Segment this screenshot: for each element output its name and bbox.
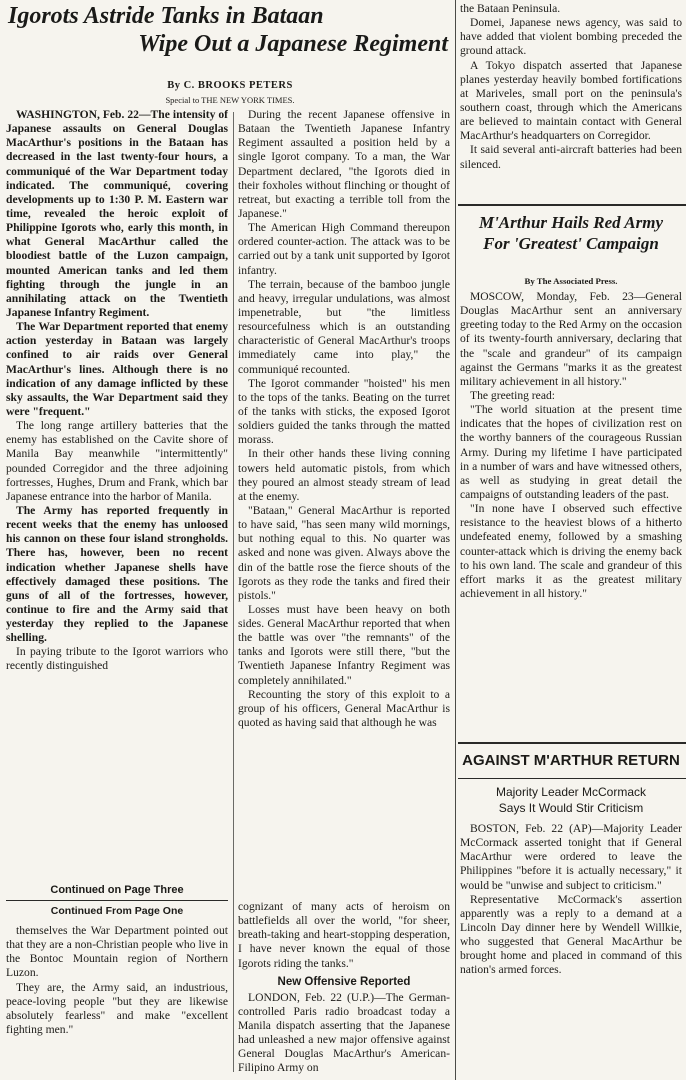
return-subhead xyxy=(458,784,684,816)
main-headline xyxy=(2,2,450,58)
paragraph: Representative McCormack's assertion apparently was a reply to a demand at a Lincoln Day dinner here by Wendell Willkie, who suggested that General MacArthur be brought home and placed in command of this nation's armed forces. xyxy=(460,892,682,977)
main-column-2-continued xyxy=(238,900,450,1080)
divider xyxy=(6,900,228,901)
paragraph: LONDON, Feb. 22 (U.P.)—The German-controlled Paris radio broadcast today a Manila dispatch asserting that the Japanese had unleashed a new major offensive against General Douglas MacArthur's American-Filipino Army on xyxy=(238,990,450,1075)
paragraph: The terrain, because of the bamboo jungle and heavy, irregular undulations, was almost impenetrable, but "the limitless resourcefulness which is an outstanding characteristic of General MacArthur's troops immediately came into play," the communiqué recounted. xyxy=(238,277,450,376)
return-subhead-line2: Says It Would Stir Criticism xyxy=(498,801,644,815)
right-column-top xyxy=(460,2,682,202)
main-column-1-continued xyxy=(6,924,228,1080)
continued-from-page-one: Continued From Page One xyxy=(50,905,184,917)
main-headline-line1: Igorots Astride Tanks in Bataan xyxy=(8,3,324,29)
continued-on-page-three: Continued on Page Three xyxy=(50,884,184,896)
redarmy-headline-line2: For 'Greatest' Campaign xyxy=(483,234,659,253)
paragraph: The long range artillery batteries that the enemy has established on the Cavite shore of Manila Bay meanwhile "intermittently" pounded Corregidor and the three adjoining fortresses, Hughes, Drum and Frank, which bar Japanese entrance into the harbor of Manila. xyxy=(6,419,228,503)
paragraph: the Bataan Peninsula. xyxy=(460,2,561,15)
offensive-subhead: New Offensive Reported xyxy=(277,975,411,988)
byline: By C. BROOKS PETERS xyxy=(167,80,293,91)
main-headline-line2: Wipe Out a Japanese Regiment xyxy=(138,31,448,57)
paragraph: "Bataan," General MacArthur is reported to have said, "has seen many wild mornings, but nothing equal to this. No quarter was asked and none was given. Always above the din of the battle rose the fierce shouts of the Igorots as they rode the tanks and fired their pistols." xyxy=(238,503,450,602)
paragraph: Losses must have been heavy on both sides. General MacArthur reported that when the battle was over "the remnants" of the tanks and Igorots were still there, "but the Twentieth Japanese Infantry Regiment was completely annihilated." xyxy=(238,602,450,687)
divider xyxy=(458,778,686,779)
redarmy-body xyxy=(460,290,682,738)
paragraph: It said several anti-aircraft batteries had been silenced. xyxy=(460,143,682,171)
paragraph: MOSCOW, Monday, Feb. 23—General Douglas MacArthur sent an anniversary greeting today to the Red Army on the occasion of its twenty-fourth anniversary, declaring that the "scale and grandeur" of its campaign against the Germans "marks it as the greatest military achievement in all history." xyxy=(460,290,682,388)
return-body xyxy=(460,822,682,1078)
paragraph: cognizant of many acts of heroism on battlefields all over the world, "for sheer, breath-taking and heart-stopping desperation, I have never known the equal of those Igorots riding the tanks." xyxy=(238,900,450,970)
paragraph: During the recent Japanese offensive in Bataan the Twentieth Japanese Infantry Regiment assaulted a position held by a single Igorot company. To a man, the War Department declared, "the Igorots died in their foxholes without flinching or thought of retreat, but exacting a terrible toll from the Japanese." xyxy=(238,108,450,220)
paragraph: The American High Command thereupon ordered counter-action. The attack was to be carried out by a tank unit supported by Igorot infantry. xyxy=(238,221,450,277)
return-subhead-line1: Majority Leader McCormack xyxy=(495,785,647,799)
paragraph: Recounting the story of this exploit to a group of his officers, General MacArthur is quoted as having said that although he was xyxy=(238,687,450,730)
main-column-2 xyxy=(238,108,450,898)
paragraph: The Army has reported frequently in recent weeks that the enemy has unloosed his cannon on these four island strongholds. There has, however, been no recent indication whether Japanese shells have effectively damaged these positions. The guns of all of the fortresses, however, continue to fire and the Army said that yesterday they replied to the Japanese shelling. xyxy=(6,503,228,645)
column-rule xyxy=(233,112,234,1072)
paragraph: They are, the Army said, an industrious, peace-loving people "but they are likewise absolutely fearless" and make "excellent fighting men." xyxy=(6,980,228,1036)
paragraph: The Igorot commander "hoisted" his men to the tops of the tanks. Beating on the turret of the tanks with sticks, the exposed Igorot soldiers guided the tanks through the matted morass. xyxy=(238,376,450,447)
paragraph: Domei, Japanese news agency, was said to have added that violent bombing preceded the ground attack. xyxy=(460,16,682,58)
paragraph: BOSTON, Feb. 22 (AP)—Majority Leader McCormack asserted tonight that if General MacArthur were ordered to leave the Philippines "before it is actually necessary," it would be "unwise and subject to criticism." xyxy=(460,822,682,892)
special-credit: Special to THE NEW YORK TIMES. xyxy=(165,95,295,105)
paragraph: The War Department reported that enemy action yesterday in Bataan was largely confined to air raids over General MacArthur's lines. Although there is no indication of any damage inflicted by these sky assaults, the War Department said they were "frequent." xyxy=(6,320,228,418)
column-rule xyxy=(455,0,456,1080)
paragraph: "In none have I observed such effective resistance to the heaviest blows of a hitherto undefeated enemy, followed by a smashing counter-attack which is driving the enemy back to his own land. The scale and grandeur of this effort marks it as the greatest military achievement in all history." xyxy=(460,502,682,600)
paragraph: In their other hands these living conning towers held automatic pistols, from which they poured an almost steady stream of lead at the enemy. xyxy=(238,447,450,503)
paragraph: In paying tribute to the Igorot warriors who recently distinguished xyxy=(6,645,228,673)
paragraph: themselves the War Department pointed out that they are a non-Christian people who live in the Bontoc Mountain region of Northern Luzon. xyxy=(6,924,228,980)
redarmy-byline: By The Associated Press. xyxy=(524,276,618,286)
divider xyxy=(458,204,686,206)
redarmy-headline-line1: M'Arthur Hails Red Army xyxy=(478,213,664,232)
paragraph: WASHINGTON, Feb. 22—The intensity of Japanese assaults on General Douglas MacArthur's positions in the Bataan has decreased in the last twenty-four hours, a communiqué of the War Department today indicated. The communiqué, covering developments up to 1:30 P. M. Eastern war time, revealed the heroic exploit of Philippine Igorots who, early this month, in what General MacArthur called the bloodiest battle of the Luzon campaign, mounted American tanks and led them fighting through the jungle in an annihilating attack on the Twentieth Japanese Infantry Regiment. xyxy=(6,108,228,319)
main-column-1 xyxy=(6,108,228,880)
redarmy-headline xyxy=(458,212,684,254)
divider xyxy=(458,742,686,744)
paragraph: The greeting read: xyxy=(470,388,555,402)
return-headline: AGAINST M'ARTHUR RETURN xyxy=(462,752,680,769)
paragraph: A Tokyo dispatch asserted that Japanese planes yesterday heavily bombed fortifications at Mariveles, small port on the peninsula's southern coast, through which the Americans are believed to maintain contact with General MacArthur's headquarters on Corregidor. xyxy=(460,58,682,143)
paragraph: "The world situation at the present time indicates that the hopes of civilization rest on the worthy banners of the courageous Russian Army. During my lifetime I have participated in a number of wars and have witnessed others, as well as studying in great detail the campaigns of outstanding leaders of the past. xyxy=(460,403,682,501)
